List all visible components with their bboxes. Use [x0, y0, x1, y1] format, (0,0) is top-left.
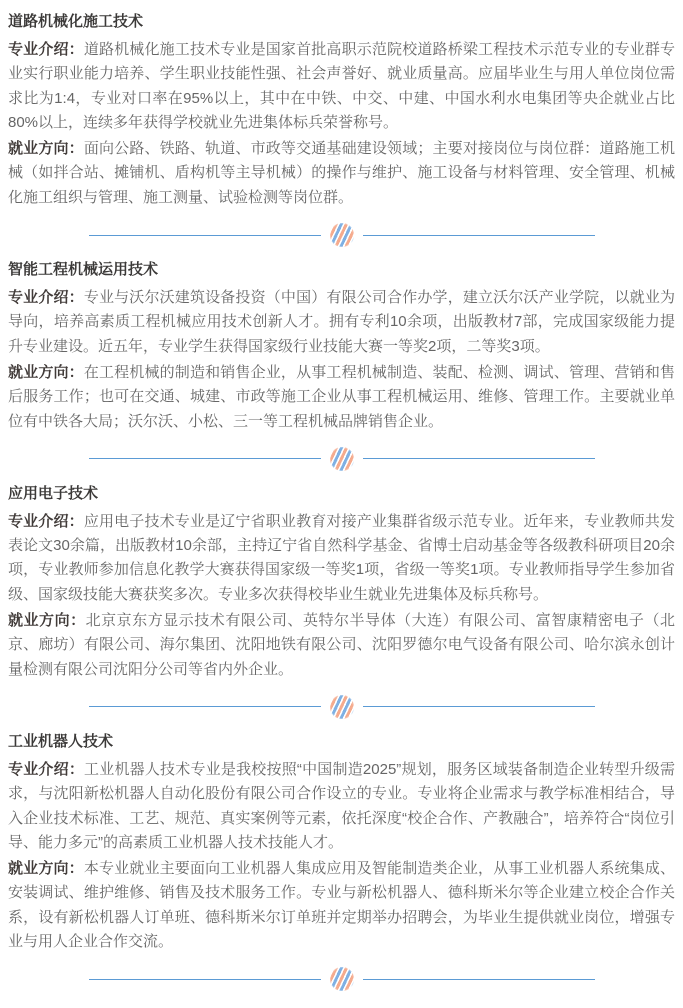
jobs-paragraph [8, 609, 675, 682]
intro-text: 工业机器人技术专业是我校按照“中国制造2025”规划，服务区域装备制造企业转型升级需求，与沈阳新松机器人自动化股份有限公司合作设立的专业。专业将企业需求与教学标准相结合，导入企业技术标准、工艺、规范、真实案例等元素，依托深度“校企合作、产教融合”，培养符合“岗位引导、能力多元”的高素质工业机器人技术技能人才。 [8, 760, 675, 851]
jobs-text: 北京京东方显示技术有限公司、英特尔半导体（大连）有限公司、富智康精密电子（北京、廊坊）有限公司、海尔集团、沈阳地铁有限公司、沈阳罗德尔电气设备有限公司、哈尔滨永创计量检测有限公司沈阳分公司等省内外企业。 [8, 612, 675, 678]
divider-line-right [363, 979, 595, 980]
intro-paragraph [8, 758, 675, 855]
divider-line-right [363, 235, 595, 236]
jobs-paragraph [8, 137, 675, 210]
jobs-paragraph [8, 857, 675, 954]
intro-text: 道路机械化施工技术专业是国家首批高职示范院校道路桥梁工程技术示范专业的专业群专业实行职业能力培养、学生职业技能性强、社会声誉好、就业质量高。应届毕业生与用人单位岗位需求比为1:4，专业对口率在95%以上，其中在中铁、中交、中建、中国水利水电集团等央企就业占比80%以上，连续多年获得学校就业先进集体标兵荣誉称号。 [8, 41, 675, 131]
striped-ball-logo-icon [330, 223, 354, 247]
intro-paragraph [8, 510, 675, 607]
major-title: 道路机械化施工技术 [8, 13, 144, 30]
divider-line-left [89, 235, 321, 236]
section-divider [8, 447, 675, 471]
intro-text: 专业与沃尔沃建筑设备投资（中国）有限公司合作办学，建立沃尔沃产业学院，以就业为导向，培养高素质工程机械应用技术创新人才。拥有专利10余项，出版教材7部，完成国家级能力提升专业建设。近五年，专业学生获得国家级行业技能大赛一等奖2项，二等奖3项。 [8, 289, 675, 355]
divider-line-right [363, 458, 595, 459]
section-divider [8, 967, 675, 991]
striped-ball-logo-icon [330, 695, 354, 719]
jobs-paragraph [8, 361, 675, 434]
intro-text: 应用电子技术专业是辽宁省职业教育对接产业集群省级示范专业。近年来，专业教师共发表论文30余篇，出版教材10余部，主持辽宁省自然科学基金、省博士启动基金等各级教科研项目20余项，专业教师参加信息化教学大赛获得国家级一等奖1项，省级一等奖1项。专业教师指导学生参加省级、国家级技能大赛获奖多次。专业多次获得校毕业生就业先进集体及标兵称号。 [8, 512, 675, 603]
intro-label: 专业介绍： [8, 512, 84, 530]
major-title: 智能工程机械运用技术 [8, 261, 159, 279]
intro-label: 专业介绍： [8, 41, 84, 58]
major-title: 工业机器人技术 [8, 732, 114, 750]
jobs-text: 本专业就业主要面向工业机器人集成应用及智能制造类企业，从事工业机器人系统集成、安装调试、维护维修、销售及技术服务工作。专业与新松机器人、德科斯米尔等企业建立校企合作关系，设有新松机器人订单班、德科斯米尔订单班并定期举办招聘会，为毕业生提供就业岗位，增强专业与用人企业合作交流。 [8, 860, 675, 951]
jobs-label: 就业方向： [8, 140, 84, 158]
intro-label: 专业介绍： [8, 289, 84, 307]
major-title: 应用电子技术 [8, 484, 99, 502]
intro-label: 专业介绍： [8, 760, 85, 778]
divider-line-left [89, 979, 321, 980]
section-divider [8, 223, 675, 247]
major-section-road-machinery [8, 10, 675, 247]
jobs-label: 就业方向： [8, 612, 86, 630]
striped-ball-logo-icon [330, 447, 354, 471]
jobs-label: 就业方向： [8, 860, 84, 878]
intro-paragraph [8, 286, 675, 359]
divider-line-right [363, 706, 595, 707]
major-section-applied-electronics [8, 482, 675, 719]
divider-line-left [89, 458, 321, 459]
major-section-industrial-robot [8, 730, 675, 991]
divider-line-left [89, 706, 321, 707]
jobs-label: 就业方向： [8, 363, 84, 381]
major-section-intelligent-machinery [8, 258, 675, 471]
striped-ball-logo-icon [330, 967, 354, 991]
jobs-text: 在工程机械的制造和销售企业，从事工程机械制造、装配、检测、调试、管理、营销和售后服务工作；也可在交通、城建、市政等施工企业从事工程机械运用、维修、管理工作。主要就业单位有中铁各大局；沃尔沃、小松、三一等工程机械品牌销售企业。 [8, 363, 675, 430]
section-divider [8, 695, 675, 719]
jobs-text: 面向公路、铁路、轨道、市政等交通基础建设领域；主要对接岗位与岗位群：道路施工机械（如拌合站、摊铺机、盾构机等主导机械）的操作与维护、施工设备与材料管理、安全管理、机械化施工组织与管理、施工测量、试验检测等岗位群。 [8, 140, 675, 206]
intro-paragraph [8, 38, 675, 135]
